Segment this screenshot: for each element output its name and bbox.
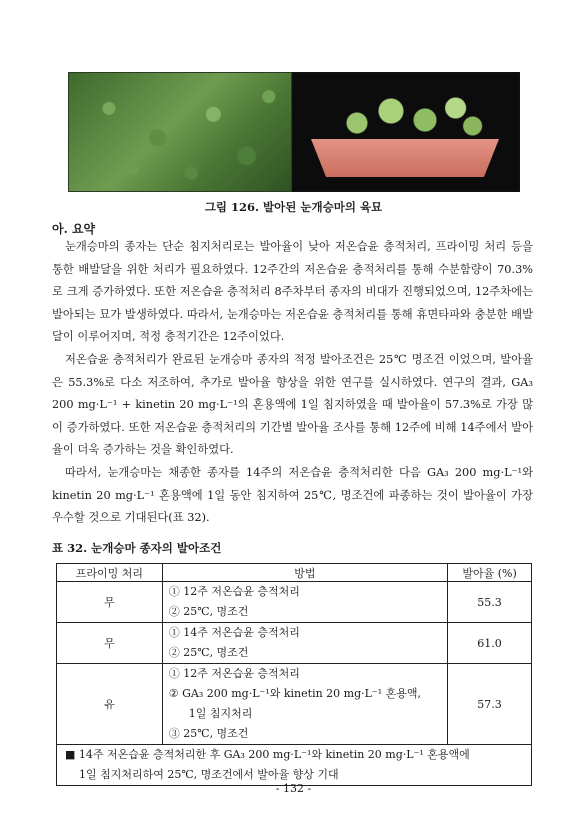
header-priming: 프라이밍 처리 xyxy=(57,564,163,582)
method-step: ② GA₃ 200 mg·L⁻¹와 kinetin 20 mg·L⁻¹ 혼용액, xyxy=(168,687,422,700)
table-header-row xyxy=(57,564,532,582)
table-row xyxy=(57,664,532,745)
priming-cell: 무 xyxy=(57,623,163,664)
method-cell xyxy=(162,664,447,745)
seedling-bed-photo xyxy=(68,72,292,192)
note-line-1: ■ 14주 저온습윤 층적처리한 후 GA₃ 200 mg·L⁻¹와 kinetin 20 mg·L⁻¹ 혼용액에 xyxy=(65,748,470,761)
seedling-leaves xyxy=(323,87,493,147)
plant-pot xyxy=(311,139,499,177)
priming-cell: 무 xyxy=(57,582,163,623)
table-title: 표 32. 눈개승마 종자의 발아조건 xyxy=(52,541,222,555)
priming-cell: 유 xyxy=(57,664,163,745)
page-number: - 132 - xyxy=(275,782,312,795)
table-note xyxy=(57,745,532,786)
summary-paragraph-1: 눈개승마의 종자는 단순 침지처리로는 발아율이 낮아 저온습윤 층적처리, 프라이밍 처리 등을 통한 배발달을 위한 처리가 필요하였다. 12주간의 저온습윤 층적처리를 통해 수분함량이 70.3%로 크게 증가하였다. 또한 저온습윤 층적처리 8주차부터 종자의 비대가 진행되었으며, 12주차에는 발아되는 묘가 발생하였다. 따라서, 눈개승마는 저온습윤 층적처리를 통해 휴면타파와 충분한 배발달이 이루어지며, 적정 층적기간은 12주이었다. xyxy=(52,240,533,344)
header-rate: 발아율 (%) xyxy=(448,564,532,582)
section-heading: 아. 요약 xyxy=(52,222,96,236)
method-step: ① 12주 저온습윤 층적처리 xyxy=(168,585,300,598)
table-row xyxy=(57,623,532,664)
seedling-pot-photo xyxy=(292,72,520,192)
note-line-2: 1일 침지처리하여 25℃, 명조건에서 발아율 향상 기대 xyxy=(79,768,339,781)
method-cell xyxy=(162,582,447,623)
germination-table xyxy=(56,563,532,786)
table-note-row xyxy=(57,745,532,786)
summary-paragraph-2: 저온습윤 층적처리가 완료된 눈개승마 종자의 적정 발아조건은 25℃ 명조건 이었으며, 발아율은 55.3%로 다소 저조하여, 추가로 발아율 향상을 위한 연구를 실시하였다. 연구의 결과, GA₃ 200 mg·L⁻¹ + kinetin 20 mg·L⁻¹의 혼용액에 1일 침지하였을 때 발아율이 57.3%로 가장 많이 증가하였다. 또한 저온습윤 층적처리의 기간별 발아율 조사를 통해 12주에 비해 14주에서 발아율이 더욱 증가하는 것을 확인하였다. xyxy=(52,352,533,457)
summary-body xyxy=(52,236,533,530)
method-cell xyxy=(162,623,447,664)
header-method: 방법 xyxy=(162,564,447,582)
table-row xyxy=(57,582,532,623)
summary-paragraph-3: 따라서, 눈개승마는 채종한 종자를 14주의 저온습윤 층적처리한 다음 GA₃ 200 mg·L⁻¹와 kinetin 20 mg·L⁻¹ 혼용액에 1일 동안 침지하여 25℃, 명조건에 파종하는 것이 발아율이 가장 우수할 것으로 기대된다(표 32). xyxy=(52,465,533,525)
method-step: ② 25℃, 명조건 xyxy=(168,605,249,618)
method-step: ① 14주 저온습윤 층적처리 xyxy=(168,626,300,639)
rate-cell: 57.3 xyxy=(448,664,532,745)
method-step: 1일 침지처리 xyxy=(188,707,253,720)
rate-cell: 55.3 xyxy=(448,582,532,623)
method-step: ① 12주 저온습윤 층적처리 xyxy=(168,667,300,680)
method-step: ③ 25℃, 명조건 xyxy=(168,727,249,740)
method-step: ② 25℃, 명조건 xyxy=(168,646,249,659)
rate-cell: 61.0 xyxy=(448,623,532,664)
figure-caption: 그림 126. 발아된 눈개승마의 육묘 xyxy=(204,200,383,214)
